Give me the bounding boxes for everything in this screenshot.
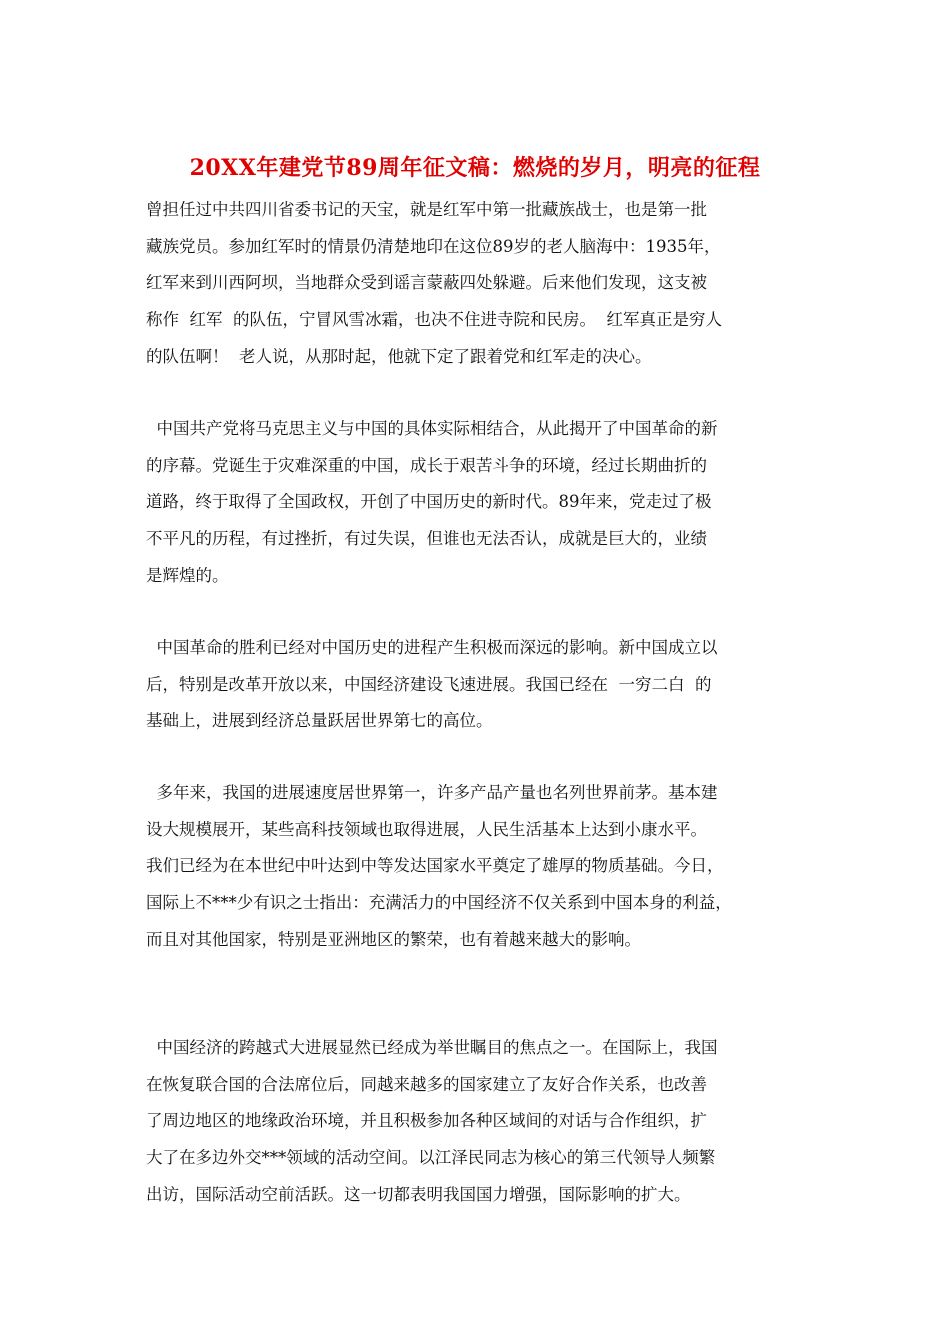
text-line: 我们已经为在本世纪中叶达到中等发达国家水平奠定了雄厚的物质基础。今日， (146, 856, 724, 876)
text-line: 藏族党员。参加红军时的情景仍清楚地印在这位89岁的老人脑海中：1935年， (146, 236, 721, 256)
text-line: 的序幕。党诞生于灾难深重的中国，成长于艰苦斗争的环境，经过长期曲折的 (146, 455, 707, 475)
paragraph-1 (146, 192, 816, 375)
text-line: 中国经济的跨越式大进展显然已经成为举世瞩目的焦点之一。在国际上，我国 (146, 1038, 718, 1057)
paragraph-5 (146, 1030, 816, 1213)
text-line: 多年来，我国的进展速度居世界第一，许多产品产量也名列世界前茅。基本建 (146, 783, 718, 802)
paragraph-4 (146, 775, 816, 958)
text-line: 设大规模展开，某些高科技领域也取得进展，人民生活基本上达到小康水平。 (146, 819, 707, 839)
text-line: 中国革命的胜利已经对中国历史的进程产生积极而深远的影响。新中国成立以 (146, 638, 718, 657)
text-line: 国际上不***少有识之士指出：充满活力的中国经济不仅关系到中国本身的利益， (146, 893, 732, 913)
text-line: 的队伍啊！ 老人说，从那时起，他就下定了跟着党和红军走的决心。 (146, 346, 652, 366)
text-line: 称作 红军 的队伍，宁冒风雪冰霜，也决不住进寺院和民房。 红军真正是穷人 (146, 310, 722, 330)
text-line: 中国共产党将马克思主义与中国的具体实际相结合，从此揭开了中国革命的新 (146, 419, 718, 438)
paragraph-2 (146, 411, 816, 594)
text-line: 道路，终于取得了全国政权，开创了中国历史的新时代。89年来，党走过了极 (146, 492, 712, 512)
text-line: 红军来到川西阿坝，当地群众受到谣言蒙蔽四处躲避。后来他们发现，这支被 (146, 273, 707, 293)
paragraph-3 (146, 630, 816, 740)
text-line: 在恢复联合国的合法席位后，同越来越多的国家建立了友好合作关系，也改善 (146, 1074, 707, 1094)
text-line: 是辉煌的。 (146, 565, 229, 585)
text-line: 出访，国际活动空前活跃。这一切都表明我国国力增强，国际影响的扩大。 (146, 1184, 691, 1204)
text-line: 了周边地区的地缘政治环境，并且积极参加各种区域间的对话与合作组织，扩 (146, 1111, 707, 1131)
text-line: 曾担任过中共四川省委书记的天宝，就是红军中第一批藏族战士，也是第一批 (146, 200, 707, 219)
text-line: 基础上，进展到经济总量跃居世界第七的高位。 (146, 711, 493, 731)
text-line: 大了在多边外交***领域的活动空间。以江泽民同志为核心的第三代领导人频繁 (146, 1148, 716, 1168)
document-title: 20XX年建党节89周年征文稿：燃烧的岁月，明亮的征程 (189, 155, 761, 181)
text-line: 而且对其他国家，特别是亚洲地区的繁荣，也有着越来越大的影响。 (146, 929, 641, 949)
text-line: 后，特别是改革开放以来，中国经济建设飞速进展。我国已经在 一穷二白 的 (146, 674, 712, 694)
text-line: 不平凡的历程，有过挫折，有过失误，但谁也无法否认，成就是巨大的，业绩 (146, 529, 707, 549)
